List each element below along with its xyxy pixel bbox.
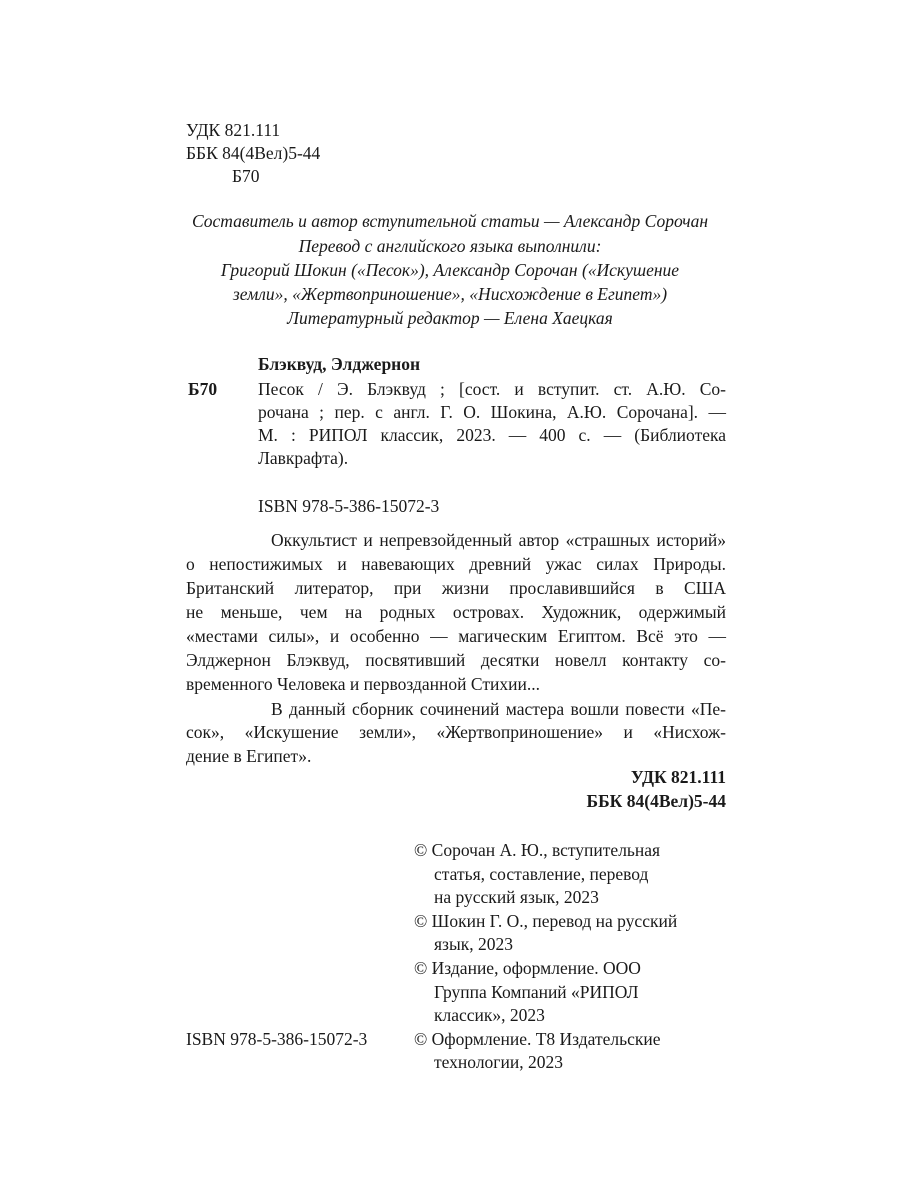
bib-line: рочана ; пер. с англ. Г. О. Шокина, А.Ю. Сорочана]. — (258, 402, 726, 422)
bib-line: М. : РИПОЛ классик, 2023. — 400 с. — (Библиотека (258, 425, 726, 445)
credit-line: Перевод с английского языка выполнили: (298, 236, 602, 256)
bib-line: Песок / Э. Блэквуд ; [сост. и вступит. ст. А.Ю. Со- (258, 379, 726, 399)
author-heading: Блэквуд, Элджернон (258, 354, 421, 374)
copyright-line: технологии, 2023 (434, 1052, 563, 1072)
author-code-card: Б70 (188, 379, 218, 399)
annotation-line: о непостижимых и навевающих древний ужас силах Природы. (186, 554, 726, 574)
copyright-line: язык, 2023 (434, 934, 513, 954)
annotation-line: Оккультист и непревзойденный автор «страшных историй» (271, 530, 726, 550)
copyright-line: статья, составление, перевод (434, 864, 649, 884)
annotation-line: сок», «Искушение земли», «Жертвоприношение» и «Нисхож- (186, 722, 726, 742)
credit-line: земли», «Жертвоприношение», «Нисхождение в Египет») (232, 284, 668, 304)
copyright-line: классик», 2023 (434, 1005, 545, 1025)
copyright-line: на русский язык, 2023 (434, 887, 599, 907)
annotation-line: временного Человека и первозданной Стихии... (186, 674, 540, 694)
udk-code-right: УДК 821.111 (630, 767, 726, 787)
copyright-line: © Оформление. Т8 Издательские (414, 1029, 661, 1049)
bbk-code: ББК 84(4Вел)5-44 (186, 143, 321, 163)
annotation-line: Элджернон Блэквуд, посвятивший десятки новелл контакту со- (186, 650, 726, 670)
credit-line: Составитель и автор вступительной статьи — Александр Сорочан (191, 211, 709, 231)
copyright-line: © Сорочан А. Ю., вступительная (414, 840, 661, 860)
isbn-bottom: ISBN 978-5-386-15072-3 (186, 1029, 368, 1049)
credit-line: Григорий Шокин («Песок»), Александр Сорочан («Искушение (220, 260, 680, 280)
author-code: Б70 (232, 166, 260, 186)
isbn-card: ISBN 978-5-386-15072-3 (258, 496, 440, 516)
bbk-code-right: ББК 84(4Вел)5-44 (586, 791, 726, 811)
copyright-line: © Шокин Г. О., перевод на русский (414, 911, 678, 931)
bib-line: Лавкрафта). (258, 448, 349, 468)
copyright-line: © Издание, оформление. ООО (414, 958, 641, 978)
annotation-line: В данный сборник сочинений мастера вошли повести «Пе- (271, 699, 726, 719)
annotation-line: «местами силы», и особенно — магическим Египтом. Всё это — (186, 626, 726, 646)
annotation-line: Британский литератор, при жизни прославившийся в США (186, 578, 726, 598)
credit-line: Литературный редактор — Елена Хаецкая (287, 308, 613, 328)
copyright-line: Группа Компаний «РИПОЛ (434, 982, 639, 1002)
udk-code: УДК 821.111 (186, 120, 281, 140)
annotation-line: не меньше, чем на родных островах. Художник, одержимый (186, 602, 726, 622)
annotation-line: дение в Египет». (186, 746, 312, 766)
